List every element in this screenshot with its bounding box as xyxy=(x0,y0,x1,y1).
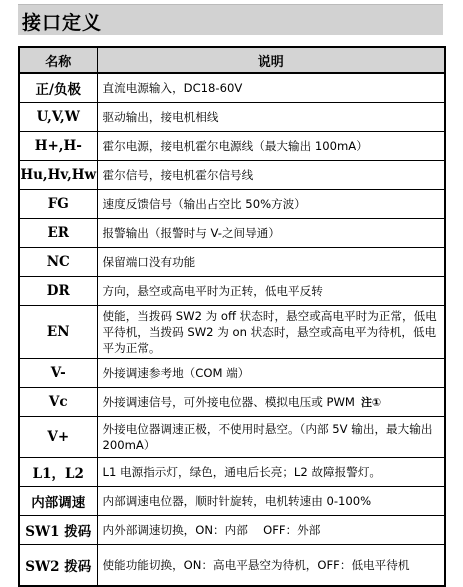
table-row xyxy=(19,458,445,487)
table-row xyxy=(19,359,445,388)
footnote-marker: 注① xyxy=(360,395,382,409)
row-description: L1 电源指示灯，绿色，通电后长亮；L2 故障报警灯。 xyxy=(97,458,445,487)
row-description: 外接电位器调速正极，不使用时悬空。（内部 5V 输出，最大输出 200mA） xyxy=(97,417,445,458)
row-name: 正/负极 xyxy=(19,73,97,103)
row-name: Vc xyxy=(19,388,97,417)
table-header-row xyxy=(19,47,445,73)
row-name: 内部调速 xyxy=(19,487,97,516)
header-description: 说明 xyxy=(97,47,445,73)
row-name: U,V,W xyxy=(19,103,97,132)
row-description: 内部调速电位器，顺时针旋转，电机转速由 0-100% xyxy=(97,487,445,516)
row-description: 使能功能切换，ON：高电平悬空为待机，OFF：低电平待机 xyxy=(97,545,445,587)
row-name: DR xyxy=(19,277,97,306)
interface-definition-table xyxy=(18,46,446,587)
table-row xyxy=(19,516,445,545)
row-description: 速度反馈信号（输出占空比 50%方波） xyxy=(97,190,445,219)
table-row xyxy=(19,219,445,248)
row-name: V- xyxy=(19,359,97,388)
row-description: 内外部调速切换，ON：内部 OFF：外部 xyxy=(97,516,445,545)
row-description: 使能，当拨码 SW2 为 off 状态时，悬空或高电平时为正常，低电平待机，当拨码 SW2 为 on 状态时，悬空或高电平为待机，低电平为正常。 xyxy=(97,306,445,359)
row-name: SW2 拨码 xyxy=(19,545,97,587)
row-description: 直流电源输入，DC18-60V xyxy=(97,73,445,103)
table-row xyxy=(19,73,445,103)
row-name: EN xyxy=(19,306,97,359)
row-name: FG xyxy=(19,190,97,219)
row-name: ER xyxy=(19,219,97,248)
row-description-text: 外接调速信号，可外接电位器、模拟电压或 PWM xyxy=(102,394,355,409)
table-row xyxy=(19,388,445,417)
table-row xyxy=(19,248,445,277)
section-title: 接口定义 xyxy=(22,12,103,34)
table-row xyxy=(19,190,445,219)
row-name: NC xyxy=(19,248,97,277)
table-row xyxy=(19,132,445,161)
row-description: 方向，悬空或高电平时为正转，低电平反转 xyxy=(97,277,445,306)
table-row xyxy=(19,487,445,516)
header-name: 名称 xyxy=(19,47,97,73)
row-description: 外接调速参考地（COM 端） xyxy=(97,359,445,388)
row-name: Hu,Hv,Hw xyxy=(19,161,97,190)
table-row xyxy=(19,277,445,306)
row-name: V+ xyxy=(19,417,97,458)
row-description: 驱动输出，接电机相线 xyxy=(97,103,445,132)
row-name: H+,H- xyxy=(19,132,97,161)
row-description: 报警输出（报警时与 V-之间导通） xyxy=(97,219,445,248)
row-description xyxy=(97,388,445,417)
table-row xyxy=(19,103,445,132)
row-description: 保留端口没有功能 xyxy=(97,248,445,277)
row-name: L1，L2 xyxy=(19,458,97,487)
row-name: SW1 拨码 xyxy=(19,516,97,545)
section-title-bar xyxy=(18,4,443,35)
row-description: 霍尔电源，接电机霍尔电源线（最大输出 100mA） xyxy=(97,132,445,161)
table-row xyxy=(19,417,445,458)
row-description: 霍尔信号，接电机霍尔信号线 xyxy=(97,161,445,190)
table-row xyxy=(19,306,445,359)
table-row xyxy=(19,161,445,190)
